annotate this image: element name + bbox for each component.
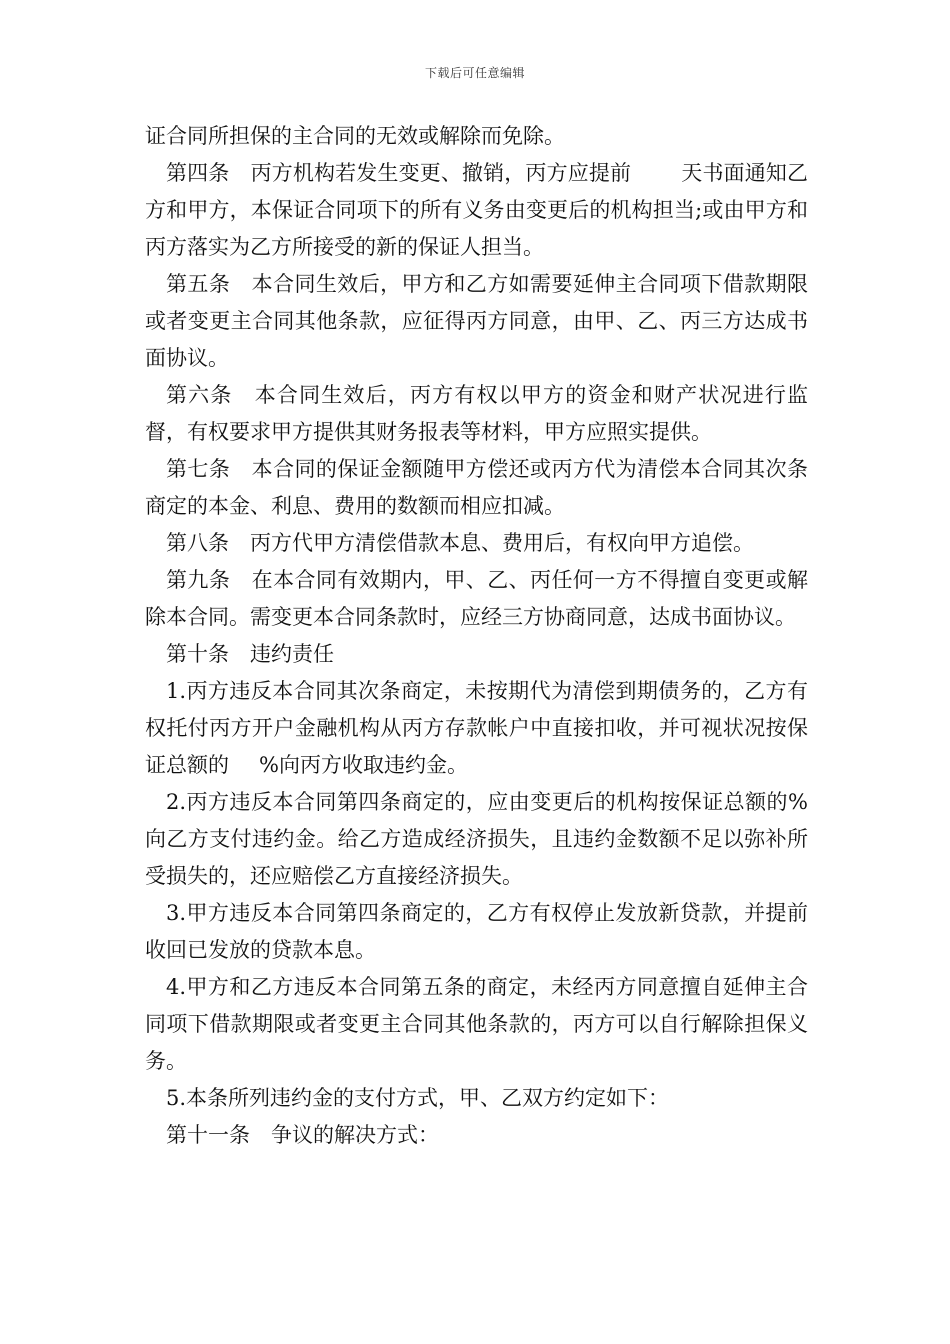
document-body [145, 118, 808, 1154]
paragraph-continuation: 证合同所担保的主合同的无效或解除而免除。 [145, 124, 565, 148]
clause-1-paragraph [145, 673, 808, 784]
article-11-heading: 第十一条 争议的解决方式： [166, 1123, 439, 1147]
page-header: 下载后可任意编辑 [424, 66, 525, 80]
article-8-paragraph: 第八条 丙方代甲方清偿借款本息、费用后，有权向甲方追偿。 [166, 531, 754, 555]
article-4-paragraph [145, 155, 808, 266]
article-7-paragraph: 第七条 本合同的保证金额随甲方偿还或丙方代为清偿本合同其次条商定的本金、利息、费用的数额而相应扣减。 [145, 457, 808, 518]
clause-5-paragraph: 5.本条所列违约金的支付方式，甲、乙双方约定如下： [166, 1086, 670, 1110]
clause-4-paragraph: 4.甲方和乙方违反本合同第五条的商定，未经丙方同意擅自延伸主合同项下借款期限或者变更主合同其他条款的，丙方可以自行解除担保义务。 [145, 975, 808, 1073]
clause-1-text-before-blank: 1.丙方违反本合同其次条商定，未按期代为清偿到期债务的，乙方有权托付丙方开户金融机构从丙方存款帐户中直接扣收，并可视状况按保证总额的 [145, 679, 808, 777]
article-5-paragraph: 第五条 本合同生效后，甲方和乙方如需要延伸主合同项下借款期限或者变更主合同其他条款，应征得丙方同意，由甲、乙、丙三方达成书面协议。 [145, 272, 808, 370]
article-6-paragraph: 第六条 本合同生效后，丙方有权以甲方的资金和财产状况进行监督，有权要求甲方提供其财务报表等材料，甲方应照实提供。 [145, 383, 808, 444]
article-4-text-after-blank: 天书面通知乙方和甲方，本保证合同项下的所有义务由变更后的机构担当;或由甲方和丙方落实为乙方所接受的新的保证人担当。 [145, 161, 809, 259]
clause-1-text-after-blank: %向丙方收取违约金。 [259, 753, 468, 777]
article-4-text-before-blank: 第四条 丙方机构若发生变更、撤销，丙方应提前 [166, 161, 632, 185]
clause-2-paragraph: 2.丙方违反本合同第四条商定的，应由变更后的机构按保证总额的%向乙方支付违约金。给乙方造成经济损失，且违约金数额不足以弥补所受损失的，还应赔偿乙方直接经济损失。 [145, 790, 808, 888]
article-10-heading: 第十条 违约责任 [166, 642, 334, 666]
article-9-paragraph: 第九条 在本合同有效期内，甲、乙、丙任何一方不得擅自变更或解除本合同。需变更本合同条款时，应经三方协商同意，达成书面协议。 [145, 568, 808, 629]
clause-3-paragraph: 3.甲方违反本合同第四条商定的，乙方有权停止发放新贷款，并提前收回已发放的贷款本息。 [145, 901, 808, 962]
